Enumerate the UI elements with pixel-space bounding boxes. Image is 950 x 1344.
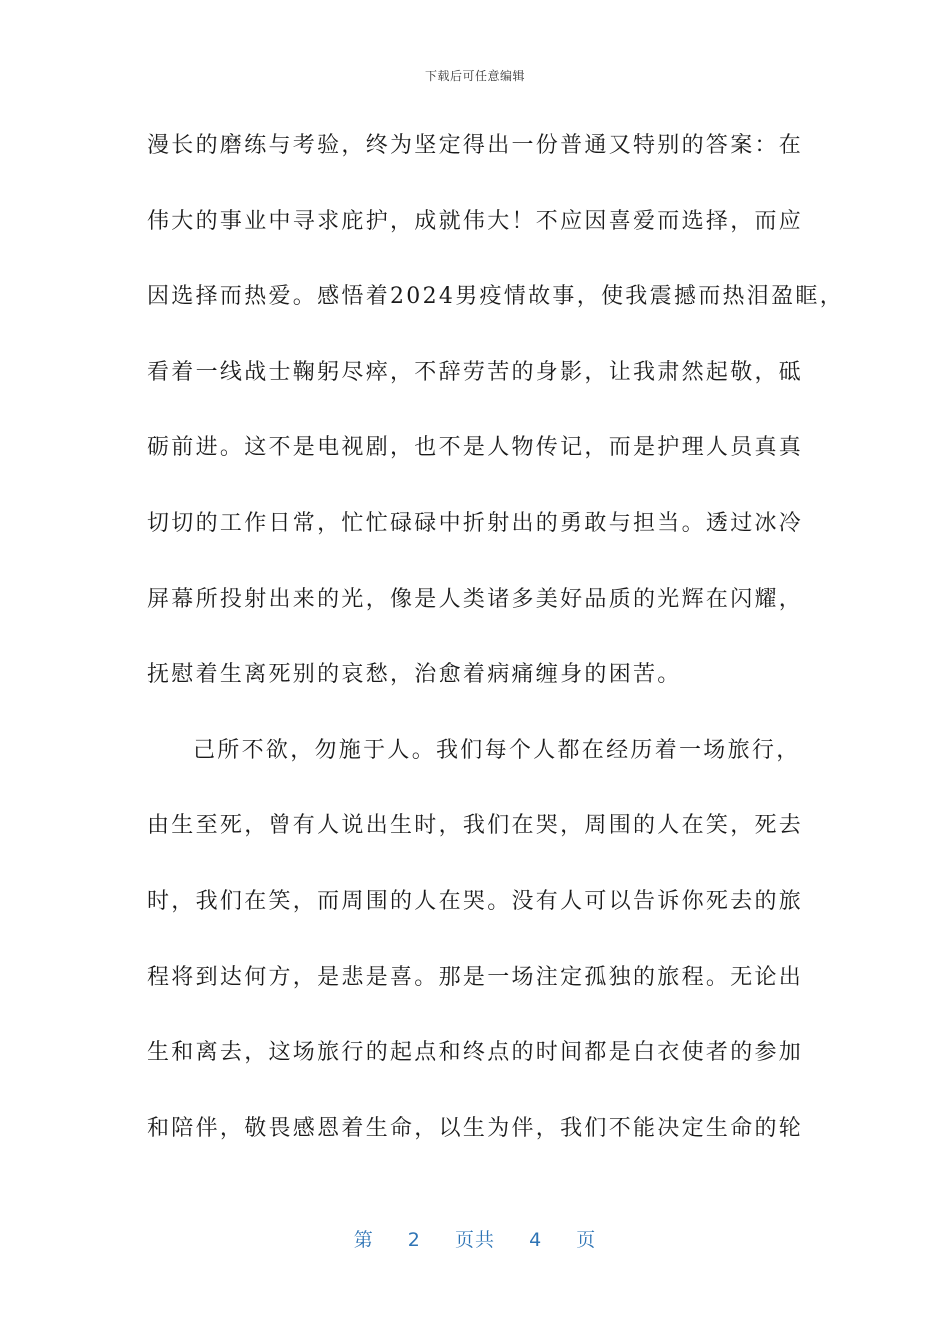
text-line: 看着一线战士鞠躬尽瘁，不辞劳苦的身影，让我肃然起敬，砥 (147, 359, 804, 385)
paragraph-start-line: 己所不欲，勿施于人。我们每个人都在经历着一场旅行， (193, 737, 801, 763)
footer-total-pages: 4 (529, 1229, 543, 1251)
text-line: 伟大的事业中寻求庇护，成就伟大！不应因喜爱而选择，而应 (147, 208, 804, 234)
text-line: 由生至死，曾有人说出生时，我们在哭，周围的人在笑，死去 (147, 813, 804, 839)
page-footer (0, 1225, 950, 1252)
footer-page-number: 2 (407, 1229, 421, 1251)
page-header: 下载后可任意编辑 (424, 69, 525, 83)
footer-prefix: 第 (353, 1229, 374, 1251)
document-body (147, 126, 844, 1184)
text-line: 生和离去，这场旅行的起点和终点的时间都是白衣使者的参加 (147, 1040, 804, 1066)
text-line: 砺前进。这不是电视剧，也不是人物传记，而是护理人员真真 (147, 435, 804, 461)
text-line: 切切的工作日常，忙忙碌碌中折射出的勇敢与担当。透过冰冷 (147, 510, 804, 536)
text-line: 因选择而热爱。感悟着2024男疫情故事，使我震撼而热泪盈眶， (147, 284, 844, 310)
text-line: 漫长的磨练与考验，终为坚定得出一份普通又特别的答案：在 (147, 133, 804, 158)
footer-middle: 页共 (454, 1229, 495, 1251)
text-line: 和陪伴，敬畏感恩着生命，以生为伴，我们不能决定生命的轮 (147, 1115, 804, 1141)
text-line: 抚慰着生离死别的哀愁，治愈着病痛缠身的困苦。 (147, 662, 682, 688)
text-line: 屏幕所投射出来的光，像是人类诸多美好品质的光辉在闪耀， (147, 586, 804, 612)
text-line: 程将到达何方，是悲是喜。那是一场注定孤独的旅程。无论出 (147, 964, 804, 990)
text-line: 时，我们在笑，而周围的人在哭。没有人可以告诉你死去的旅 (147, 888, 804, 914)
footer-suffix: 页 (576, 1229, 597, 1251)
